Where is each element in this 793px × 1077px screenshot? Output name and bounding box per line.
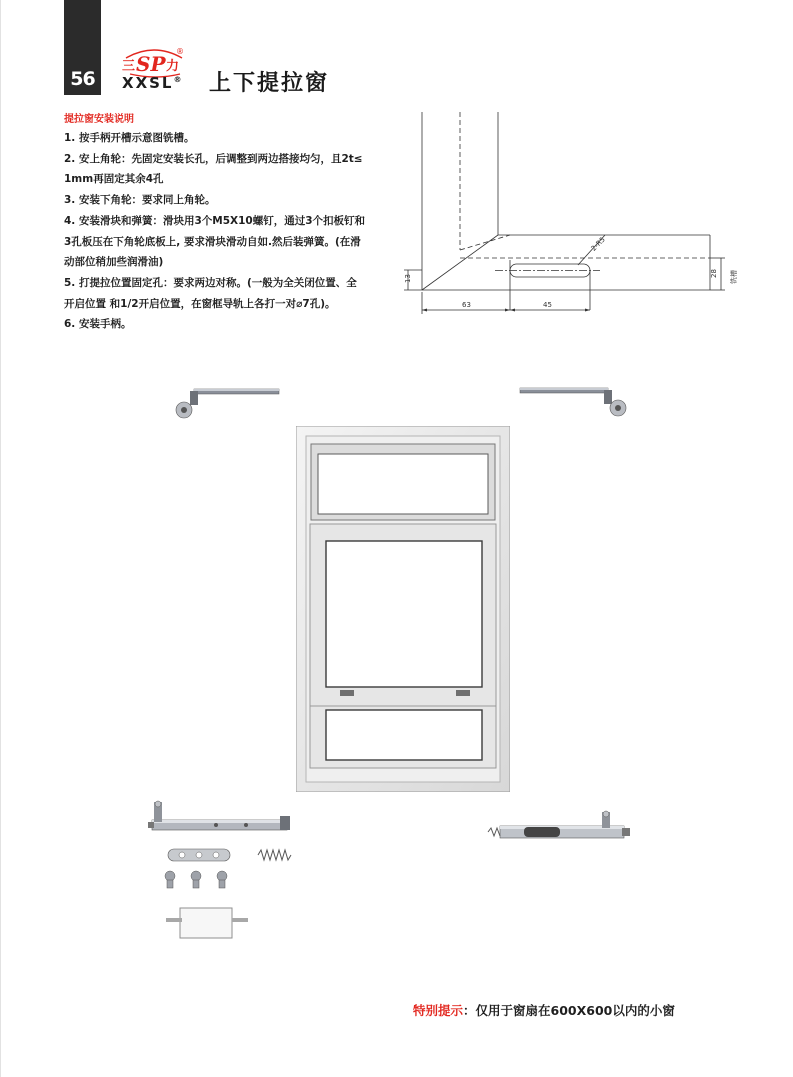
handle-bracket-image: [164, 904, 250, 944]
dim-28-note: 铣槽: [730, 270, 738, 284]
milling-slot-drawing: [400, 110, 745, 320]
instruction-line: 3孔板压在下角轮底板上, 要求滑块滑动自如.然后装弹簧。(在滑: [64, 235, 361, 248]
slot-radius-label: 2-R5: [589, 235, 607, 253]
instructions-list: [64, 128, 394, 335]
screws-image: [158, 868, 238, 890]
instruction-line: 2. 安上角轮：先固定安装长孔，后调整到两边搭接均匀，且2t≤: [64, 152, 363, 165]
sliding-window-image: [296, 426, 510, 792]
logo-left-char: 三: [122, 59, 136, 74]
logo-right-char: 力: [166, 59, 180, 74]
instruction-line: 3. 安装下角轮：要求同上角轮。: [64, 194, 216, 207]
page-title: 上下提拉窗: [209, 71, 330, 96]
instruction-line: 1. 按手柄开槽示意图铣槽。: [64, 132, 195, 144]
page-number: 56: [70, 68, 95, 90]
logo-registered-top: ®: [176, 47, 184, 56]
dim-28: 28: [710, 269, 718, 278]
instruction-line: 5. 打提拉位置固定孔：要求两边对称。(一般为全关闭位置、全: [64, 276, 357, 289]
special-notice: [413, 1001, 675, 1019]
instruction-line: 6. 安装手柄。: [64, 318, 132, 331]
logo-mark: SP: [136, 52, 166, 76]
dim-45: 45: [543, 301, 552, 309]
assembled-slider-image: [484, 810, 632, 846]
instruction-line: 动部位稍加些润滑油): [64, 256, 164, 269]
instruction-line: 1mm再固定其余4孔: [64, 173, 164, 186]
lower-corner-wheel-slider-image: [146, 798, 296, 838]
three-hole-plate-image: [166, 846, 232, 864]
upper-corner-wheel-right-image: [518, 384, 632, 420]
spring-image: [256, 848, 296, 862]
upper-corner-wheel-left-image: [172, 386, 282, 422]
notice-label: 特别提示: [413, 1003, 464, 1018]
logo-wordmark: XXSL®: [122, 74, 184, 92]
instruction-line: 开启位置 和1/2开启位置，在窗框导轨上各打一对⌀7孔)。: [64, 297, 336, 310]
dim-13: 13: [404, 274, 412, 283]
dim-63: 63: [462, 301, 471, 309]
notice-text: ：仅用于窗扇在600X600以内的小窗: [463, 1003, 675, 1018]
instruction-line: 4. 安装滑块和弹簧：滑块用3个M5X10螺钉，通过3个扣板钉和: [64, 214, 366, 227]
instructions-title: 提拉窗安装说明: [64, 114, 134, 125]
